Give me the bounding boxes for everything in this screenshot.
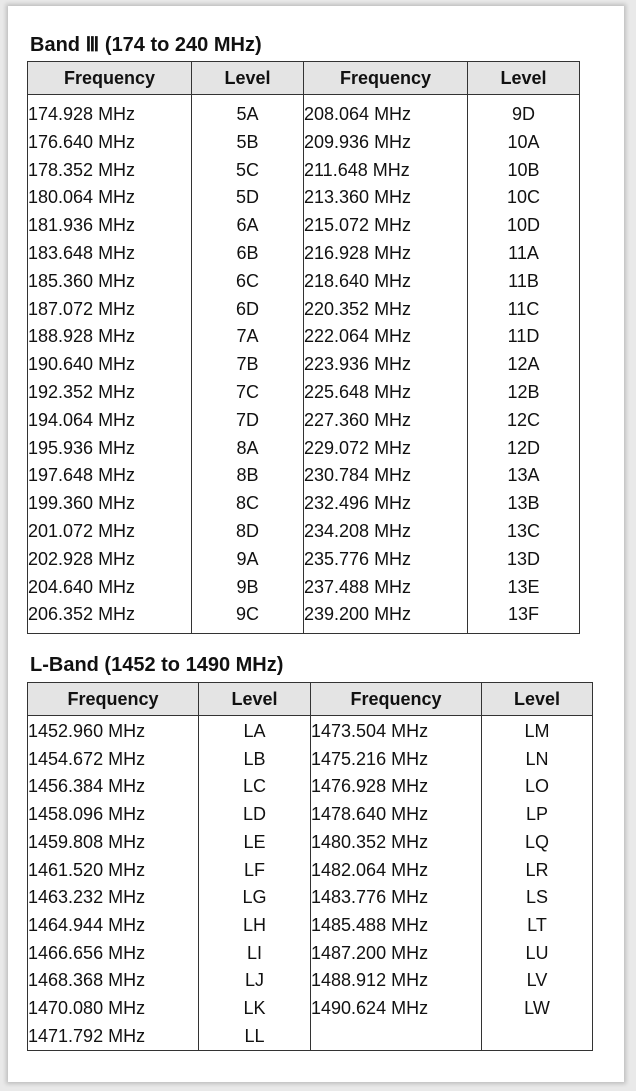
level-cell: LT	[482, 912, 593, 940]
frequency-cell: 1466.656 MHz	[28, 940, 199, 968]
band3-header-frequency-2: Frequency	[304, 62, 468, 95]
level-cell: 13E	[468, 574, 580, 602]
level-cell: 11A	[468, 240, 580, 268]
table-row	[28, 379, 580, 407]
frequency-cell: 1487.200 MHz	[311, 940, 482, 968]
level-cell: LM	[482, 716, 593, 746]
table-row	[28, 268, 580, 296]
table-row	[28, 212, 580, 240]
frequency-cell: 188.928 MHz	[28, 323, 192, 351]
frequency-cell: 1456.384 MHz	[28, 773, 199, 801]
level-cell: 5B	[192, 129, 304, 157]
table-row	[28, 157, 580, 185]
frequency-cell: 229.072 MHz	[304, 435, 468, 463]
frequency-cell: 176.640 MHz	[28, 129, 192, 157]
frequency-cell: 1475.216 MHz	[311, 746, 482, 774]
level-cell: LI	[199, 940, 311, 968]
level-cell: LD	[199, 801, 311, 829]
frequency-cell: 1464.944 MHz	[28, 912, 199, 940]
frequency-cell: 1483.776 MHz	[311, 884, 482, 912]
frequency-cell: 204.640 MHz	[28, 574, 192, 602]
level-cell: 13F	[468, 601, 580, 633]
frequency-cell: 1470.080 MHz	[28, 995, 199, 1023]
frequency-cell: 1463.232 MHz	[28, 884, 199, 912]
level-cell: LH	[199, 912, 311, 940]
level-cell: 13B	[468, 490, 580, 518]
level-cell: 12A	[468, 351, 580, 379]
level-cell: 9B	[192, 574, 304, 602]
frequency-cell: 1476.928 MHz	[311, 773, 482, 801]
table-row	[28, 95, 580, 129]
table-row	[28, 518, 580, 546]
level-cell: 6B	[192, 240, 304, 268]
level-cell: 5C	[192, 157, 304, 185]
level-cell: 12C	[468, 407, 580, 435]
level-cell: 10C	[468, 184, 580, 212]
frequency-cell: 1458.096 MHz	[28, 801, 199, 829]
table-row	[28, 801, 593, 829]
frequency-cell: 185.360 MHz	[28, 268, 192, 296]
frequency-cell: 181.936 MHz	[28, 212, 192, 240]
level-cell: 5A	[192, 95, 304, 129]
level-cell: LQ	[482, 829, 593, 857]
table-row	[28, 296, 580, 324]
level-cell: LB	[199, 746, 311, 774]
lband-header-frequency-1: Frequency	[28, 683, 199, 716]
lband-header-frequency-2: Frequency	[311, 683, 482, 716]
level-cell: LW	[482, 995, 593, 1023]
frequency-cell: 1473.504 MHz	[311, 716, 482, 746]
frequency-cell: 202.928 MHz	[28, 546, 192, 574]
level-cell: LR	[482, 857, 593, 885]
level-cell: 7B	[192, 351, 304, 379]
table-row	[28, 967, 593, 995]
frequency-cell: 211.648 MHz	[304, 157, 468, 185]
frequency-cell: 197.648 MHz	[28, 462, 192, 490]
level-cell: 13C	[468, 518, 580, 546]
lband-table-body	[28, 716, 593, 1051]
lband-header-level-1: Level	[199, 683, 311, 716]
level-cell: LJ	[199, 967, 311, 995]
frequency-cell: 194.064 MHz	[28, 407, 192, 435]
frequency-cell: 1459.808 MHz	[28, 829, 199, 857]
lband-title: L-Band (1452 to 1490 MHz)	[30, 654, 284, 676]
frequency-cell: 208.064 MHz	[304, 95, 468, 129]
frequency-cell: 1471.792 MHz	[28, 1023, 199, 1051]
level-cell: 6A	[192, 212, 304, 240]
frequency-cell: 174.928 MHz	[28, 95, 192, 129]
frequency-cell: 220.352 MHz	[304, 296, 468, 324]
frequency-cell: 1482.064 MHz	[311, 857, 482, 885]
frequency-cell: 1490.624 MHz	[311, 995, 482, 1023]
frequency-cell	[311, 1023, 482, 1051]
frequency-cell: 227.360 MHz	[304, 407, 468, 435]
band3-table-body	[28, 95, 580, 634]
level-cell: 7C	[192, 379, 304, 407]
level-cell: LV	[482, 967, 593, 995]
table-row	[28, 995, 593, 1023]
table-row	[28, 407, 580, 435]
frequency-cell: 1478.640 MHz	[311, 801, 482, 829]
frequency-cell: 199.360 MHz	[28, 490, 192, 518]
frequency-cell: 223.936 MHz	[304, 351, 468, 379]
frequency-cell: 209.936 MHz	[304, 129, 468, 157]
level-cell: LK	[199, 995, 311, 1023]
level-cell: LS	[482, 884, 593, 912]
table-row	[28, 574, 580, 602]
frequency-cell: 180.064 MHz	[28, 184, 192, 212]
frequency-cell: 234.208 MHz	[304, 518, 468, 546]
table-row	[28, 184, 580, 212]
table-row	[28, 1023, 593, 1051]
table-row	[28, 462, 580, 490]
level-cell: 5D	[192, 184, 304, 212]
level-cell: 12D	[468, 435, 580, 463]
level-cell: 12B	[468, 379, 580, 407]
level-cell: 11C	[468, 296, 580, 324]
table-row	[28, 129, 580, 157]
level-cell: 9C	[192, 601, 304, 633]
level-cell: 13D	[468, 546, 580, 574]
frequency-cell: 235.776 MHz	[304, 546, 468, 574]
level-cell: LG	[199, 884, 311, 912]
table-row	[28, 435, 580, 463]
frequency-cell: 195.936 MHz	[28, 435, 192, 463]
level-cell: LL	[199, 1023, 311, 1051]
frequency-cell: 1488.912 MHz	[311, 967, 482, 995]
frequency-cell: 222.064 MHz	[304, 323, 468, 351]
level-cell: LU	[482, 940, 593, 968]
frequency-cell: 218.640 MHz	[304, 268, 468, 296]
frequency-cell: 1454.672 MHz	[28, 746, 199, 774]
table-row	[28, 746, 593, 774]
document-page	[8, 6, 624, 1082]
band3-header-frequency-1: Frequency	[28, 62, 192, 95]
level-cell: 10A	[468, 129, 580, 157]
band3-header-row	[28, 62, 580, 95]
table-row	[28, 940, 593, 968]
table-row	[28, 912, 593, 940]
band3-header-level-1: Level	[192, 62, 304, 95]
level-cell: LN	[482, 746, 593, 774]
frequency-cell: 230.784 MHz	[304, 462, 468, 490]
frequency-cell: 1480.352 MHz	[311, 829, 482, 857]
level-cell: 9A	[192, 546, 304, 574]
table-row	[28, 773, 593, 801]
frequency-cell: 192.352 MHz	[28, 379, 192, 407]
frequency-cell: 1452.960 MHz	[28, 716, 199, 746]
level-cell: 10D	[468, 212, 580, 240]
level-cell: LC	[199, 773, 311, 801]
frequency-cell: 178.352 MHz	[28, 157, 192, 185]
frequency-cell: 190.640 MHz	[28, 351, 192, 379]
frequency-cell: 1461.520 MHz	[28, 857, 199, 885]
frequency-cell: 183.648 MHz	[28, 240, 192, 268]
lband-header-row	[28, 683, 593, 716]
table-row	[28, 601, 580, 633]
table-row	[28, 323, 580, 351]
frequency-cell: 201.072 MHz	[28, 518, 192, 546]
table-row	[28, 546, 580, 574]
level-cell: 7A	[192, 323, 304, 351]
table-row	[28, 884, 593, 912]
lband-header-level-2: Level	[482, 683, 593, 716]
frequency-cell: 232.496 MHz	[304, 490, 468, 518]
level-cell: 11D	[468, 323, 580, 351]
lband-table	[27, 682, 593, 1051]
level-cell: 13A	[468, 462, 580, 490]
level-cell: LO	[482, 773, 593, 801]
frequency-cell: 213.360 MHz	[304, 184, 468, 212]
table-row	[28, 490, 580, 518]
level-cell: 8C	[192, 490, 304, 518]
level-cell: 9D	[468, 95, 580, 129]
frequency-cell: 237.488 MHz	[304, 574, 468, 602]
level-cell: 6C	[192, 268, 304, 296]
frequency-cell: 1468.368 MHz	[28, 967, 199, 995]
table-row	[28, 857, 593, 885]
level-cell: 11B	[468, 268, 580, 296]
level-cell: 7D	[192, 407, 304, 435]
level-cell: LA	[199, 716, 311, 746]
frequency-cell: 239.200 MHz	[304, 601, 468, 633]
level-cell: LP	[482, 801, 593, 829]
level-cell: LF	[199, 857, 311, 885]
frequency-cell: 187.072 MHz	[28, 296, 192, 324]
level-cell: 8D	[192, 518, 304, 546]
frequency-cell: 206.352 MHz	[28, 601, 192, 633]
level-cell: 10B	[468, 157, 580, 185]
level-cell: 8A	[192, 435, 304, 463]
table-row	[28, 240, 580, 268]
frequency-cell: 216.928 MHz	[304, 240, 468, 268]
frequency-cell: 1485.488 MHz	[311, 912, 482, 940]
level-cell	[482, 1023, 593, 1051]
level-cell: 6D	[192, 296, 304, 324]
level-cell: LE	[199, 829, 311, 857]
table-row	[28, 716, 593, 746]
level-cell: 8B	[192, 462, 304, 490]
frequency-cell: 225.648 MHz	[304, 379, 468, 407]
band3-title: Band Ⅲ (174 to 240 MHz)	[30, 34, 262, 56]
band3-table	[27, 61, 580, 634]
table-row	[28, 829, 593, 857]
frequency-cell: 215.072 MHz	[304, 212, 468, 240]
band3-header-level-2: Level	[468, 62, 580, 95]
table-row	[28, 351, 580, 379]
